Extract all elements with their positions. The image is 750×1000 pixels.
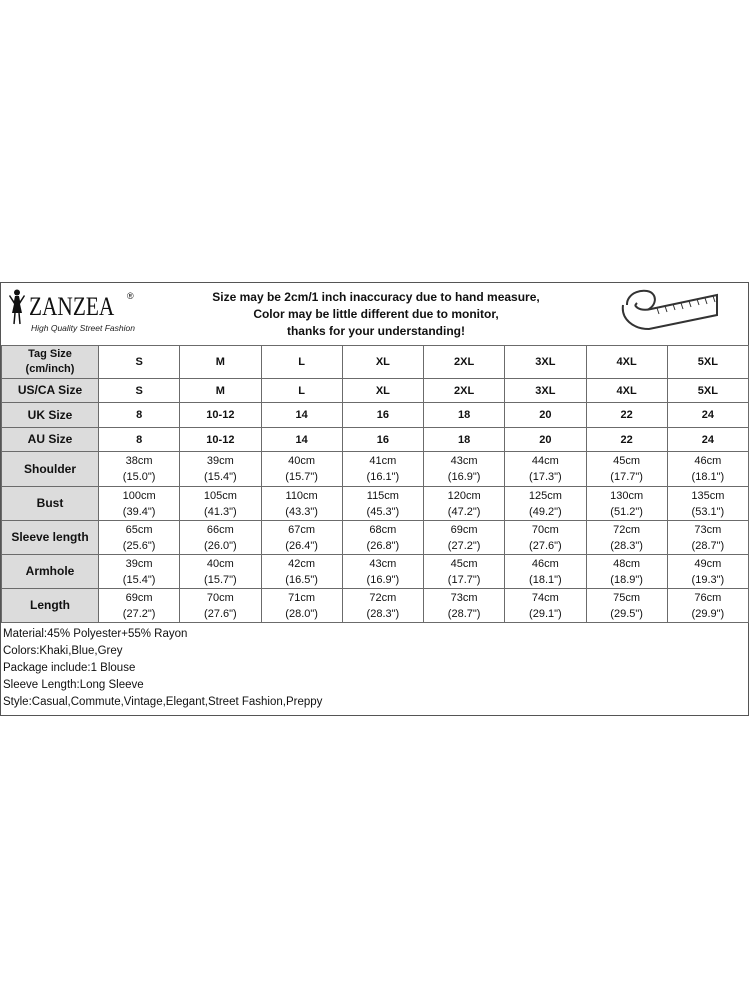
cell-value-cm: 45cm	[450, 557, 478, 570]
cell-value-inch: (26.4")	[285, 539, 318, 552]
table-cell	[586, 428, 667, 452]
table-cell	[261, 487, 342, 521]
table-cell	[424, 403, 505, 428]
cell-value-inch: (29.1")	[529, 607, 562, 620]
cell-value-cm: 4XL	[616, 384, 637, 397]
table-cell	[99, 403, 180, 428]
table-cell	[342, 487, 423, 521]
table-cell	[180, 379, 261, 403]
cell-value-inch: (16.5")	[285, 573, 318, 586]
cell-value-inch: (17.3")	[529, 471, 562, 483]
cell-value-cm: 72cm	[613, 523, 641, 536]
cell-value-cm: 46cm	[694, 455, 722, 467]
table-cell	[99, 487, 180, 521]
cell-value-cm: 45cm	[613, 455, 641, 467]
style-text: Style:Casual,Commute,Vintage,Elegant,Street Fashion,Preppy	[3, 696, 323, 708]
product-details	[3, 626, 322, 711]
notice-line: Size may be 2cm/1 inch inaccuracy due to hand measure,	[212, 290, 540, 304]
table-row	[2, 521, 749, 555]
cell-value-cm: 22	[620, 409, 633, 421]
registered-mark: ®	[127, 291, 134, 301]
cell-value-cm: 20	[539, 433, 552, 446]
cell-value-cm: 69cm	[450, 523, 478, 536]
cell-value-cm: 120cm	[447, 489, 481, 502]
cell-value-inch: (19.3")	[691, 573, 725, 586]
table-cell	[424, 589, 505, 623]
colors-text: Colors:Khaki,Blue,Grey	[3, 645, 123, 657]
table-cell	[505, 379, 586, 403]
cell-value-cm: 38cm	[125, 455, 153, 467]
cell-value-cm: 16	[376, 433, 389, 446]
tag-size-header	[2, 346, 99, 379]
table-cell	[180, 521, 261, 555]
cell-value-inch: (28.7")	[447, 607, 481, 620]
cell-value-cm: 2XL	[454, 384, 475, 397]
row-label: US/CA Size	[2, 379, 99, 403]
cell-value-inch: (26.8")	[366, 539, 400, 552]
table-cell	[505, 452, 586, 487]
cell-value-cm: XL	[375, 384, 390, 397]
cell-value-cm: L	[298, 384, 305, 397]
cell-value-cm: 22	[620, 433, 633, 446]
cell-value-cm: 100cm	[122, 489, 156, 502]
cell-value-inch: (45.3")	[366, 505, 400, 518]
cell-value-cm: 40cm	[288, 455, 316, 467]
measurement-notice	[176, 289, 576, 340]
cell-value-cm: 46cm	[531, 557, 559, 570]
measuring-tape-icon	[613, 285, 721, 343]
table-cell	[505, 403, 586, 428]
table-row	[2, 428, 749, 452]
cell-value-inch: (25.6")	[122, 539, 156, 552]
table-cell	[99, 452, 180, 487]
table-cell	[180, 452, 261, 487]
size-column-header: S	[99, 346, 180, 379]
table-cell	[261, 521, 342, 555]
cell-value-inch: (15.4")	[204, 471, 237, 483]
table-cell	[667, 487, 748, 521]
cell-value-inch: (51.2")	[610, 505, 643, 518]
cell-value-inch: (18.1")	[691, 471, 725, 483]
table-cell	[586, 452, 667, 487]
cell-value-cm: 68cm	[369, 523, 397, 536]
cell-value-inch: (15.7")	[204, 573, 237, 586]
cell-value-inch: (39.4")	[122, 505, 156, 518]
table-cell	[180, 403, 261, 428]
cell-value-cm: 110cm	[285, 489, 318, 502]
table-cell	[342, 379, 423, 403]
notice-line: Color may be little different due to monitor,	[253, 307, 499, 321]
table-cell	[505, 589, 586, 623]
cell-value-cm: 67cm	[288, 523, 316, 536]
cell-value-cm: 49cm	[694, 557, 722, 570]
notice-line: thanks for your understanding!	[286, 324, 465, 338]
table-cell	[342, 589, 423, 623]
cell-value-cm: 20	[539, 409, 552, 421]
cell-value-cm: 73cm	[450, 591, 478, 604]
row-label: Shoulder	[2, 452, 99, 487]
table-row	[2, 379, 749, 403]
cell-value-cm: 24	[701, 433, 714, 446]
size-column-header: 3XL	[505, 346, 586, 379]
cell-value-cm: 3XL	[535, 384, 556, 397]
cell-value-inch: (28.3")	[610, 539, 643, 552]
cell-value-inch: (15.0")	[122, 471, 156, 483]
cell-value-cm: 14	[295, 409, 308, 421]
cell-value-inch: (17.7")	[610, 471, 643, 483]
cell-value-cm: 71cm	[288, 591, 316, 604]
cell-value-cm: 14	[295, 433, 308, 446]
row-label: Armhole	[2, 555, 99, 589]
cell-value-cm: 76cm	[694, 591, 722, 604]
table-cell	[667, 428, 748, 452]
cell-value-cm: 10-12	[206, 409, 235, 421]
cell-value-inch: (53.1")	[691, 505, 725, 518]
cell-value-inch: (29.5")	[610, 607, 643, 620]
table-cell	[667, 555, 748, 589]
brand-tagline: High Quality Street Fashion	[31, 323, 135, 333]
size-column-header: 4XL	[586, 346, 667, 379]
table-cell	[424, 428, 505, 452]
table-cell	[261, 379, 342, 403]
table-cell	[342, 555, 423, 589]
table-cell	[261, 555, 342, 589]
row-label: Bust	[2, 487, 99, 521]
tag-size-label: Tag Size (cm/inch)	[25, 348, 75, 375]
table-cell	[424, 379, 505, 403]
table-row	[2, 555, 749, 589]
table-row	[2, 346, 749, 379]
size-column-header: XL	[342, 346, 423, 379]
table-cell	[342, 521, 423, 555]
cell-value-cm: 75cm	[613, 591, 641, 604]
cell-value-inch: (27.2")	[447, 539, 481, 552]
cell-value-cm: 39cm	[206, 455, 234, 467]
cell-value-inch: (15.7")	[285, 471, 318, 483]
table-cell	[261, 428, 342, 452]
table-cell	[424, 452, 505, 487]
cell-value-inch: (41.3")	[204, 505, 237, 518]
cell-value-cm: 125cm	[528, 489, 562, 502]
cell-value-inch: (18.1")	[529, 573, 562, 586]
cell-value-cm: 42cm	[288, 557, 316, 570]
table-cell	[424, 521, 505, 555]
table-cell	[586, 521, 667, 555]
cell-value-cm: 65cm	[125, 523, 153, 536]
cell-value-cm: 8	[136, 409, 143, 421]
table-cell	[586, 379, 667, 403]
cell-value-cm: 70cm	[531, 523, 559, 536]
table-cell	[424, 555, 505, 589]
size-column-header: 2XL	[424, 346, 505, 379]
table-cell	[261, 452, 342, 487]
cell-value-cm: 69cm	[125, 591, 153, 604]
chart-header	[1, 283, 748, 345]
cell-value-cm: 135cm	[691, 489, 725, 502]
sleeve-text: Sleeve Length:Long Sleeve	[3, 679, 144, 691]
size-column-header: L	[261, 346, 342, 379]
cell-value-inch: (16.1")	[366, 471, 400, 483]
table-cell	[667, 589, 748, 623]
cell-value-inch: (28.0")	[285, 607, 318, 620]
cell-value-inch: (18.9")	[610, 573, 643, 586]
cell-value-inch: (47.2")	[447, 505, 481, 518]
table-cell	[99, 521, 180, 555]
cell-value-cm: 18	[458, 433, 471, 446]
cell-value-cm: S	[135, 384, 143, 397]
cell-value-cm: 39cm	[125, 557, 153, 570]
cell-value-cm: 5XL	[697, 384, 718, 397]
cell-value-inch: (16.9")	[447, 471, 481, 483]
cell-value-cm: 115cm	[366, 489, 399, 502]
table-cell	[505, 428, 586, 452]
cell-value-inch: (27.2")	[122, 607, 156, 620]
brand-name: ZANZEA	[29, 292, 115, 321]
table-cell	[667, 521, 748, 555]
cell-value-inch: (28.3")	[366, 607, 400, 620]
size-column-header: 5XL	[667, 346, 748, 379]
cell-value-inch: (43.3")	[285, 505, 318, 518]
size-table-body	[2, 346, 749, 623]
table-cell	[586, 403, 667, 428]
table-cell	[667, 403, 748, 428]
table-cell	[667, 379, 748, 403]
cell-value-inch: (28.7")	[691, 539, 725, 552]
cell-value-inch: (16.9")	[366, 573, 400, 586]
cell-value-cm: 43cm	[450, 455, 478, 467]
cell-value-cm: 48cm	[613, 557, 641, 570]
table-cell	[180, 589, 261, 623]
table-cell	[261, 589, 342, 623]
table-cell	[342, 452, 423, 487]
cell-value-inch: (27.6")	[204, 607, 237, 620]
table-cell	[99, 379, 180, 403]
cell-value-cm: 66cm	[206, 523, 234, 536]
cell-value-cm: 24	[701, 409, 714, 421]
size-chart-sheet	[0, 282, 749, 716]
cell-value-inch: (17.7")	[447, 573, 481, 586]
table-cell	[586, 555, 667, 589]
cell-value-cm: 73cm	[694, 523, 722, 536]
cell-value-inch: (49.2")	[529, 505, 562, 518]
cell-value-cm: 130cm	[610, 489, 644, 502]
material-text: Material:45% Polyester+55% Rayon	[3, 628, 188, 640]
table-cell	[424, 487, 505, 521]
table-cell	[99, 555, 180, 589]
table-cell	[586, 487, 667, 521]
cell-value-cm: 105cm	[203, 489, 237, 502]
size-table	[1, 345, 749, 623]
table-cell	[586, 589, 667, 623]
table-row	[2, 487, 749, 521]
cell-value-cm: 10-12	[206, 433, 235, 446]
cell-value-cm: 43cm	[369, 557, 397, 570]
size-column-header: M	[180, 346, 261, 379]
table-cell	[505, 521, 586, 555]
cell-value-cm: 18	[458, 409, 471, 421]
cell-value-inch: (26.0")	[204, 539, 237, 552]
table-row	[2, 452, 749, 487]
table-cell	[99, 428, 180, 452]
row-label: Sleeve length	[2, 521, 99, 555]
row-label: AU Size	[2, 428, 99, 452]
table-cell	[180, 555, 261, 589]
cell-value-inch: (29.9")	[691, 607, 725, 620]
table-cell	[180, 487, 261, 521]
table-row	[2, 403, 749, 428]
row-label: Length	[2, 589, 99, 623]
cell-value-cm: 74cm	[531, 591, 559, 604]
table-cell	[261, 403, 342, 428]
cell-value-cm: 16	[376, 409, 389, 421]
table-cell	[505, 487, 586, 521]
cell-value-cm: 70cm	[206, 591, 234, 604]
table-row	[2, 589, 749, 623]
cell-value-inch: (15.4")	[122, 573, 156, 586]
cell-value-cm: M	[215, 384, 225, 397]
table-cell	[342, 428, 423, 452]
table-cell	[99, 589, 180, 623]
woman-silhouette-icon	[7, 289, 27, 325]
cell-value-cm: 8	[136, 433, 143, 446]
cell-value-inch: (27.6")	[529, 539, 562, 552]
cell-value-cm: 72cm	[369, 591, 397, 604]
cell-value-cm: 40cm	[206, 557, 234, 570]
table-cell	[342, 403, 423, 428]
table-cell	[180, 428, 261, 452]
package-text: Package include:1 Blouse	[3, 662, 136, 674]
brand-logo	[7, 289, 157, 339]
row-label: UK Size	[2, 403, 99, 428]
table-cell	[667, 452, 748, 487]
cell-value-cm: 41cm	[369, 455, 397, 467]
cell-value-cm: 44cm	[531, 455, 559, 467]
table-cell	[505, 555, 586, 589]
